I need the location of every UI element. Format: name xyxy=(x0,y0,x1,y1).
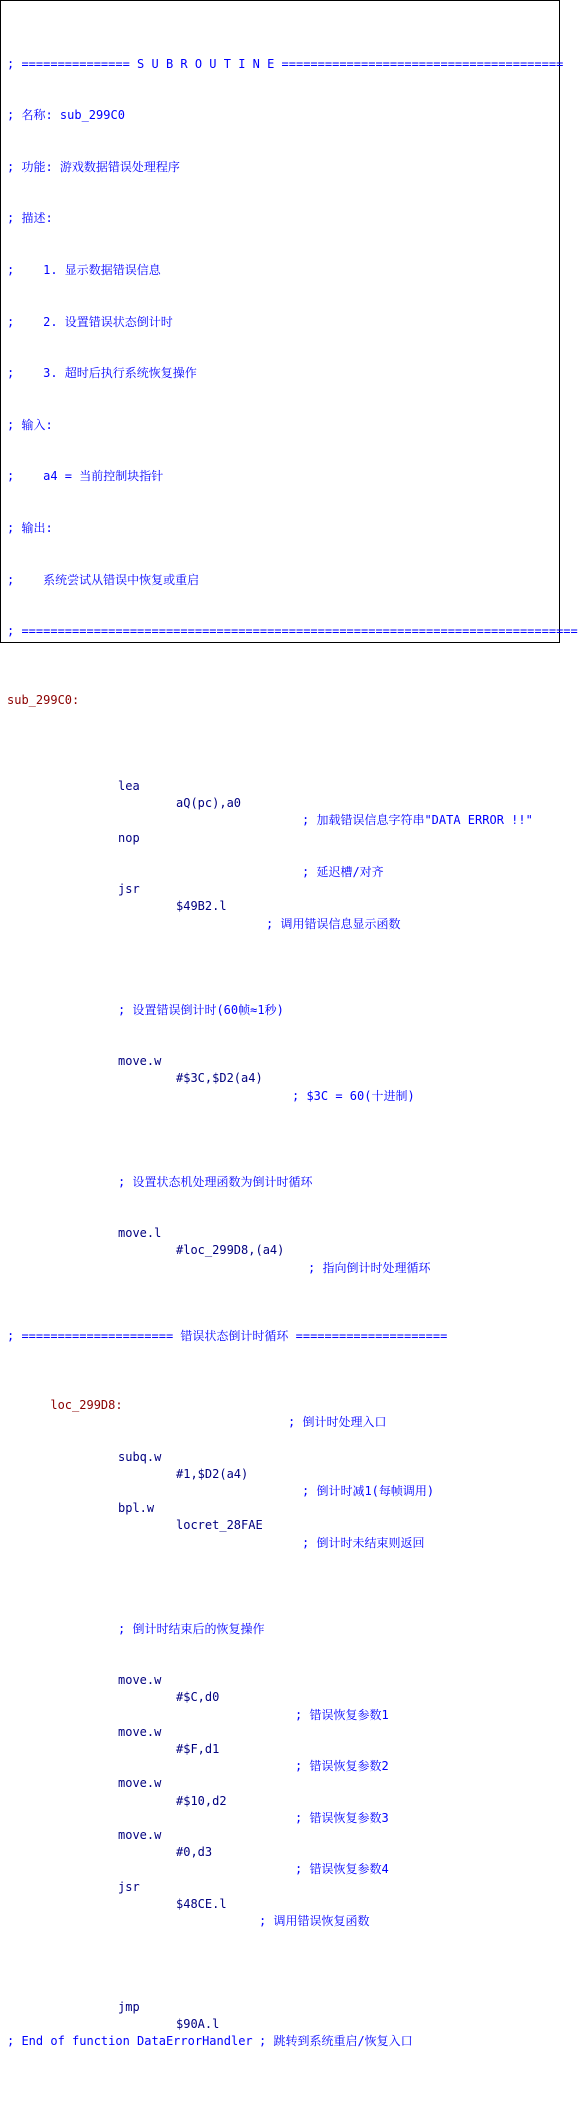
blank-line xyxy=(7,1930,559,1947)
blank-line xyxy=(7,1552,559,1569)
opcode: move.w xyxy=(118,1673,162,1688)
operand: aQ(pc),a0 xyxy=(176,796,242,811)
subroutine-title-rule: ; =============== S U B R O U T I N E ======================================= xyxy=(7,56,564,71)
opcode: move.w xyxy=(118,1776,162,1791)
code-row[interactable] xyxy=(7,1861,559,1929)
code-row[interactable] xyxy=(7,812,559,879)
block-comment-row xyxy=(7,984,559,1017)
inline-comment: ; 错误恢复参数4 xyxy=(295,1862,389,1877)
loop-label[interactable]: loc_299D8: xyxy=(50,1398,123,1413)
label-row[interactable] xyxy=(7,1380,559,1430)
inline-comment: ; 倒计时减1(每帧调用) xyxy=(302,1484,435,1499)
block-comment: ; 设置错误倒计时(60帧≈1秒) xyxy=(118,1002,284,1017)
opcode: move.l xyxy=(118,1226,162,1241)
function-comment: ; 功能: 游戏数据错误处理程序 xyxy=(7,159,180,174)
blank-line xyxy=(7,933,559,950)
opcode: lea xyxy=(118,778,140,793)
header-bottom-rule: ; ============================================================================= xyxy=(7,624,578,639)
block-comment-row xyxy=(7,1603,559,1636)
code-row[interactable] xyxy=(7,1483,559,1550)
description-item-2: ; 2. 设置错误状态倒计时 xyxy=(7,314,173,329)
operand: $90A.l xyxy=(176,2017,220,2032)
opcode: move.w xyxy=(118,1054,162,1069)
opcode: subq.w xyxy=(118,1449,162,1464)
inline-comment: ; 错误恢复参数1 xyxy=(295,1707,389,1722)
blank-line xyxy=(7,1277,559,1294)
output-description: ; 系统尝试从错误中恢复或重启 xyxy=(7,572,200,587)
opcode: move.w xyxy=(118,1724,162,1739)
block-comment: ; 设置状态机处理函数为倒计时循环 xyxy=(118,1174,313,1189)
section-rule: ; ===================== 错误状态倒计时循环 ===================== xyxy=(7,1329,448,1344)
inline-comment: ; 加载错误信息字符串"DATA ERROR !!" xyxy=(302,813,533,828)
block-comment: ; 倒计时结束后的恢复操作 xyxy=(118,1621,265,1636)
code-row[interactable] xyxy=(7,1810,559,1877)
blank-line xyxy=(7,1105,559,1122)
block-comment-row xyxy=(7,1156,559,1189)
assembly-listing xyxy=(7,4,578,2102)
inline-comment: ; 指向倒计时处理循环 xyxy=(308,1260,431,1275)
subroutine-label[interactable]: sub_299C0: xyxy=(7,692,80,707)
operand: #$3C,$D2(a4) xyxy=(176,1071,263,1086)
code-row[interactable] xyxy=(7,1036,559,1103)
opcode: jsr xyxy=(118,1879,140,1894)
code-row[interactable] xyxy=(7,761,559,828)
operand: #1,$D2(a4) xyxy=(176,1466,249,1481)
opcode: nop xyxy=(118,830,140,845)
inline-comment: ; 调用错误信息显示函数 xyxy=(266,916,401,931)
operand: $49B2.l xyxy=(176,899,227,914)
code-row[interactable] xyxy=(7,1431,559,1499)
inline-comment: ; 跳转到系统重启/恢复入口 xyxy=(259,2034,413,2049)
end-of-function-comment: ; End of function DataErrorHandler xyxy=(7,2034,253,2049)
output-heading: ; 输出: xyxy=(7,520,53,535)
operand: locret_28FAE xyxy=(176,1518,263,1533)
operand: #0,d3 xyxy=(176,1845,213,1860)
code-row[interactable] xyxy=(7,1707,559,1774)
code-row[interactable] xyxy=(7,1208,559,1275)
opcode: move.w xyxy=(118,1828,162,1843)
operand: #$10,d2 xyxy=(176,1793,227,1808)
description-item-1: ; 1. 显示数据错误信息 xyxy=(7,262,161,277)
operand: #loc_299D8,(a4) xyxy=(176,1243,285,1258)
inline-comment: ; 错误恢复参数3 xyxy=(295,1810,389,1825)
inline-comment: ; $3C = 60(十进制) xyxy=(292,1088,415,1103)
opcode: bpl.w xyxy=(118,1501,155,1516)
input-heading: ; 输入: xyxy=(7,417,53,432)
inline-comment: ; 倒计时未结束则返回 xyxy=(302,1535,425,1550)
name-comment: ; 名称: sub_299C0 xyxy=(7,108,125,123)
input-description: ; a4 = 当前控制块指针 xyxy=(7,469,164,484)
operand: $48CE.l xyxy=(176,1896,227,1911)
opcode: jmp xyxy=(118,2000,140,2015)
inline-comment: ; 错误恢复参数2 xyxy=(295,1759,389,1774)
inline-comment: ; 延迟槽/对齐 xyxy=(302,864,384,879)
operand: #$F,d1 xyxy=(176,1742,220,1757)
code-row[interactable] xyxy=(7,1758,559,1825)
operand: #$C,d0 xyxy=(176,1690,220,1705)
code-row[interactable] xyxy=(7,864,559,931)
description-item-3: ; 3. 超时后执行系统恢复操作 xyxy=(7,366,197,381)
inline-comment: ; 调用错误恢复函数 xyxy=(259,1914,370,1929)
code-row[interactable] xyxy=(7,1655,559,1722)
label-comment: ; 倒计时处理入口 xyxy=(288,1415,387,1430)
description-heading: ; 描述: xyxy=(7,211,53,226)
opcode: jsr xyxy=(118,882,140,897)
